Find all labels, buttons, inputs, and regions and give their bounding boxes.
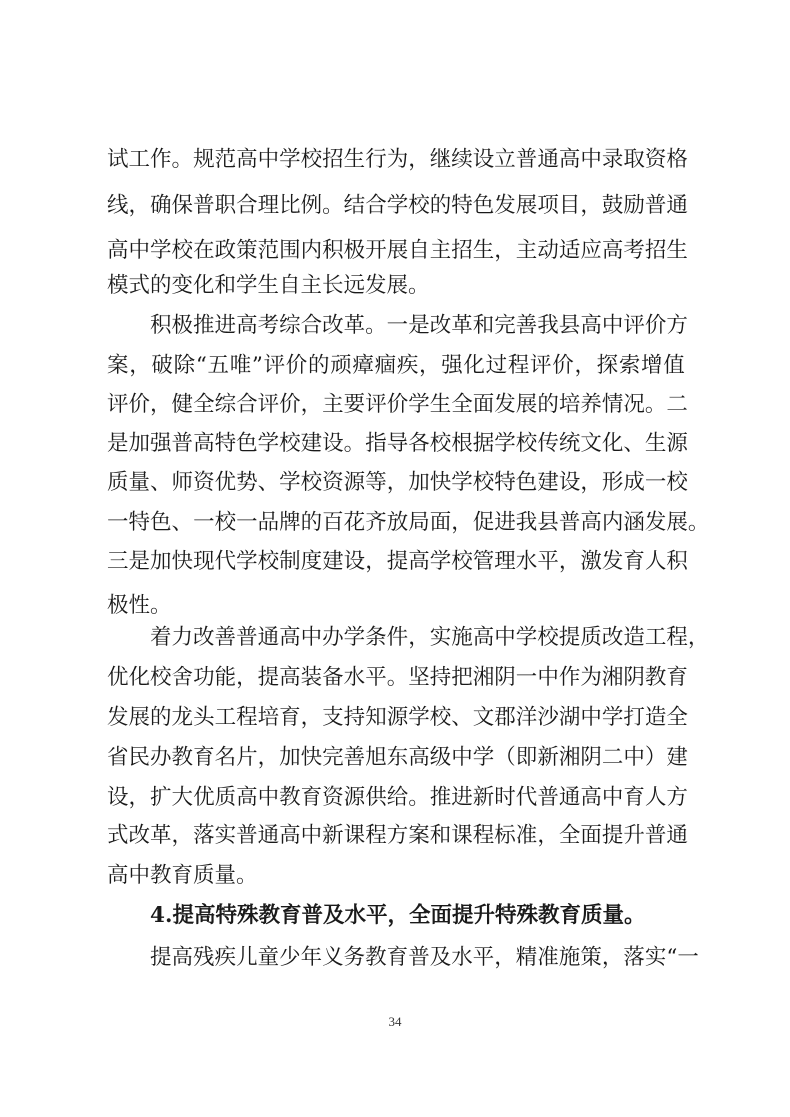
heading-text: 4.提高特殊教育普及水平，全面提升特殊教育质量。 xyxy=(150,903,646,928)
line-text: 模式的变化和学生自主长远发展。 xyxy=(107,273,430,298)
line-text: 设 ， 扩 大 优 质 高 中 教 育 资 源 供 给 。 推 进 新 时 代 普 通 高 中 育 人 方 xyxy=(107,785,688,810)
line-text: 评 价 ， 健 全 综 合 评 价 ， 主 要 评 价 学 生 全 面 发 展 的 培 养 情 况 。 二 xyxy=(107,392,688,417)
line-text: 质 量 、 师 资 优 势 、 学 校 资 源 等 ， 加 快 学 校 特 色 建 设 ， 形 成 一 校 xyxy=(107,470,688,495)
text-line xyxy=(0,858,790,894)
line-text: 积 极 推 进 高 考 综 合 改 革 。 一 是 改 革 和 完 善 我 县 高 中 评 价 方 xyxy=(150,313,688,338)
text-line xyxy=(0,465,790,501)
line-text: 高中教育质量。 xyxy=(107,863,258,888)
text-line xyxy=(0,700,790,736)
text-line xyxy=(0,233,790,269)
paragraph-start-line xyxy=(0,620,790,656)
text-line xyxy=(0,544,790,580)
line-text: 极性。 xyxy=(107,593,172,618)
text-line xyxy=(0,348,790,384)
text-line xyxy=(0,142,790,178)
page-number: 34 xyxy=(388,1014,402,1029)
text-line xyxy=(0,780,790,816)
line-text: 试 工 作 。 规 范 高 中 学 校 招 生 行 为 ， 继 续 设 立 普 通 高 中 录 取 资 格 xyxy=(107,147,688,172)
line-text: 提 高 残 疾 儿 童 少 年 义 务 教 育 普 及 水 平 ， 精 准 施 策 ， 落 实 “ 一 xyxy=(150,945,699,970)
line-text: 着 力 改 善 普 通 高 中 办 学 条 件 ， 实 施 高 中 学 校 提 质 改 造 工 程 ， xyxy=(150,625,710,650)
section-heading xyxy=(0,898,790,934)
text-line xyxy=(0,268,790,304)
line-text: 省 民 办 教 育 名 片 ， 加 快 完 善 旭 东 高 级 中 学 （ 即 新 湘 阴 二 中 ） 建 xyxy=(107,745,688,770)
line-text: 三 是 加 快 现 代 学 校 制 度 建 设 ， 提 高 学 校 管 理 水 平 ， 激 发 育 人 积 xyxy=(107,549,688,574)
text-line xyxy=(0,818,790,854)
line-text: 是 加 强 普 高 特 色 学 校 建 设 。 指 导 各 校 根 据 学 校 传 统 文 化 、 生 源 xyxy=(107,431,688,456)
line-text: 一 特 色 、 一 校 一 品 牌 的 百 花 齐 放 局 面 ， 促 进 我 县 普 高 内 涵 发 展 。 xyxy=(107,510,710,535)
text-line xyxy=(0,387,790,423)
line-text: 线 ， 确 保 普 职 合 理 比 例 。 结 合 学 校 的 特 色 发 展 项 目 ， 鼓 励 普 通 xyxy=(107,193,688,218)
text-line xyxy=(0,660,790,696)
line-text: 案 ， 破 除 “ 五 唯 ” 评 价 的 顽 瘴 痼 疾 ， 强 化 过 程 评 价 ， 探 索 增 值 xyxy=(107,353,685,378)
paragraph-start-line xyxy=(0,308,790,344)
text-line xyxy=(0,588,790,624)
text-line xyxy=(0,188,790,224)
paragraph-start-line xyxy=(0,940,790,976)
line-text: 式 改 革 ， 落 实 普 通 高 中 新 课 程 方 案 和 课 程 标 准 ， 全 面 提 升 普 通 xyxy=(107,823,688,848)
text-line xyxy=(0,505,790,541)
line-text: 发 展 的 龙 头 工 程 培 育 ， 支 持 知 源 学 校 、 文 郡 洋 沙 湖 中 学 打 造 全 xyxy=(107,705,688,730)
line-text: 高 中 学 校 在 政 策 范 围 内 积 极 开 展 自 主 招 生 ， 主 动 适 应 高 考 招 生 xyxy=(107,238,688,263)
text-line xyxy=(0,426,790,462)
line-text: 优 化 校 舍 功 能 ， 提 高 装 备 水 平 。 坚 持 把 湘 阴 一 中 作 为 湘 阴 教 育 xyxy=(107,665,688,690)
text-line xyxy=(0,740,790,776)
